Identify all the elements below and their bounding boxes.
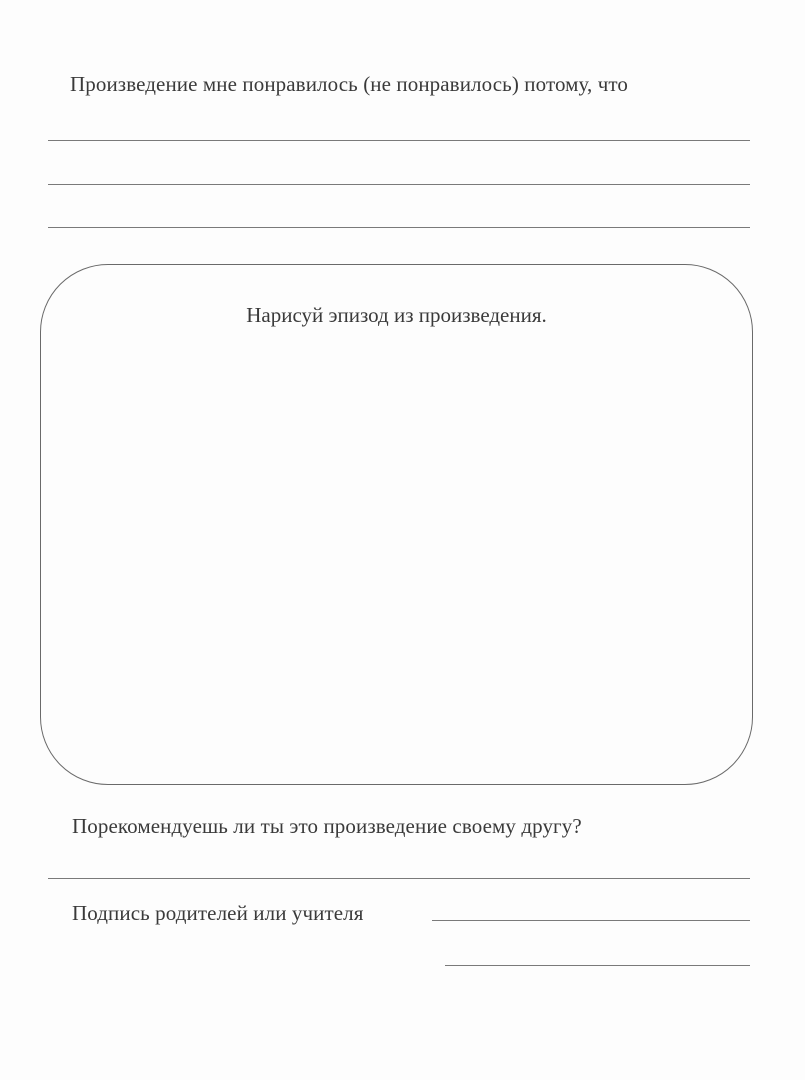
signature-label: Подпись родителей или учителя xyxy=(72,901,364,925)
signature-line-1[interactable] xyxy=(432,920,750,921)
recommend-prompt: Порекомендуешь ли ты это произведение своему другу? xyxy=(72,814,582,838)
answer-line-2[interactable] xyxy=(48,184,750,185)
answer-line-3[interactable] xyxy=(48,227,750,228)
signature-line-2[interactable] xyxy=(445,965,750,966)
drawing-box[interactable] xyxy=(40,264,753,785)
liked-prompt: Произведение мне понравилось (не понравилось) потому, что xyxy=(70,72,628,96)
answer-line-1[interactable] xyxy=(48,140,750,141)
drawing-box-title: Нарисуй эпизод из произведения. xyxy=(246,303,547,327)
recommend-answer-line[interactable] xyxy=(48,878,750,879)
